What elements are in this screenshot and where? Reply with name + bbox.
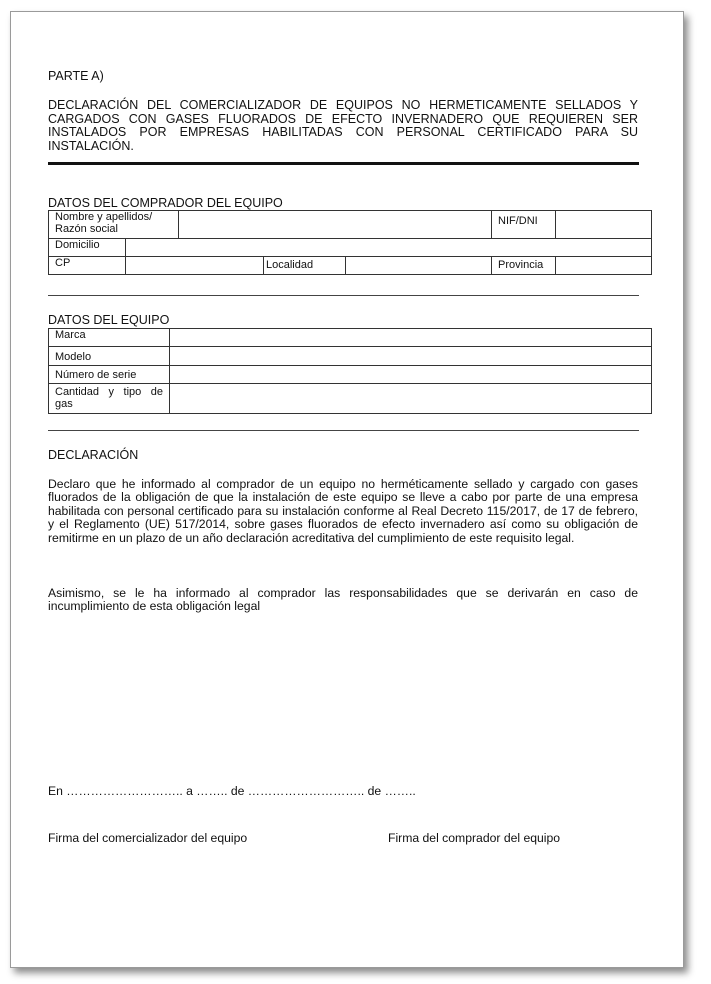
place-date-line: En ……………………….. a …….. de ……………………….. de ……..	[48, 784, 416, 798]
equipment-serial-label: Número de serie	[49, 366, 170, 384]
buyer-province-label: Provincia	[492, 257, 556, 275]
equipment-brand-field[interactable]	[170, 329, 652, 347]
declaration-paragraph-2: Asimismo, se le ha informado al comprador las responsabilidades que se derivarán en caso de incumplimiento de esta obligación legal	[48, 586, 638, 614]
buyer-cp-label: CP	[49, 257, 126, 275]
buyer-province-field[interactable]	[556, 257, 652, 275]
buyer-nif-field[interactable]	[556, 211, 652, 239]
buyer-locality-field[interactable]	[346, 257, 492, 275]
buyer-name-label: Nombre y apellidos/ Razón social	[49, 211, 179, 239]
declaration-heading: DECLARACIÓN	[48, 448, 139, 462]
buyer-address-label: Domicilio	[49, 239, 126, 257]
buyer-section-divider	[48, 295, 639, 296]
equipment-gas-label: Cantidad y tipo de gas	[49, 384, 170, 414]
equipment-data-table	[48, 328, 652, 414]
title-divider	[48, 162, 639, 165]
buyer-locality-label: Localidad	[264, 257, 346, 275]
equipment-gas-field[interactable]	[170, 384, 652, 414]
document-page	[10, 11, 684, 968]
equipment-brand-label: Marca	[49, 329, 170, 347]
equipment-model-field[interactable]	[170, 347, 652, 366]
part-label: PARTE A)	[48, 69, 104, 83]
equipment-model-label: Modelo	[49, 347, 170, 366]
equipment-serial-field[interactable]	[170, 366, 652, 384]
seller-signature-label: Firma del comercializador del equipo	[48, 831, 248, 845]
buyer-name-field[interactable]	[179, 211, 492, 239]
buyer-address-field[interactable]	[126, 239, 652, 257]
buyer-cp-field[interactable]	[126, 257, 264, 275]
buyer-signature-label: Firma del comprador del equipo	[388, 831, 561, 845]
buyer-data-table	[48, 210, 652, 275]
equipment-section-divider	[48, 430, 639, 431]
buyer-nif-label: NIF/DNI	[492, 211, 556, 239]
equipment-section-heading: DATOS DEL EQUIPO	[48, 313, 170, 327]
buyer-section-heading: DATOS DEL COMPRADOR DEL EQUIPO	[48, 196, 283, 210]
declaration-paragraph-1: Declaro que he informado al comprador de un equipo no herméticamente sellado y cargado con gases fluorados de la obligación de que la instalación de este equipo se lleve a cabo por parte de una empresa habilitada con personal certificado para su instalación conforme al Real Decreto 115/2017, de 17 de febrero, y el Reglamento (UE) 517/2014, sobre gases fluorados de efecto invernadero así como su obligación de remitirme en un plazo de un año declaración acreditativa del cumplimiento de este requisito legal.	[48, 477, 638, 545]
document-title: DECLARACIÓN DEL COMERCIALIZADOR DE EQUIPOS NO HERMETICAMENTE SELLADOS Y CARGADOS CON GASES FLUORADOS DE EFECTO INVERNADERO QUE REQUIEREN SER INSTALADOS POR EMPRESAS HABILITADAS CON PERSONAL CERTIFICADO PARA SU INSTALACIÓN.	[48, 98, 638, 153]
